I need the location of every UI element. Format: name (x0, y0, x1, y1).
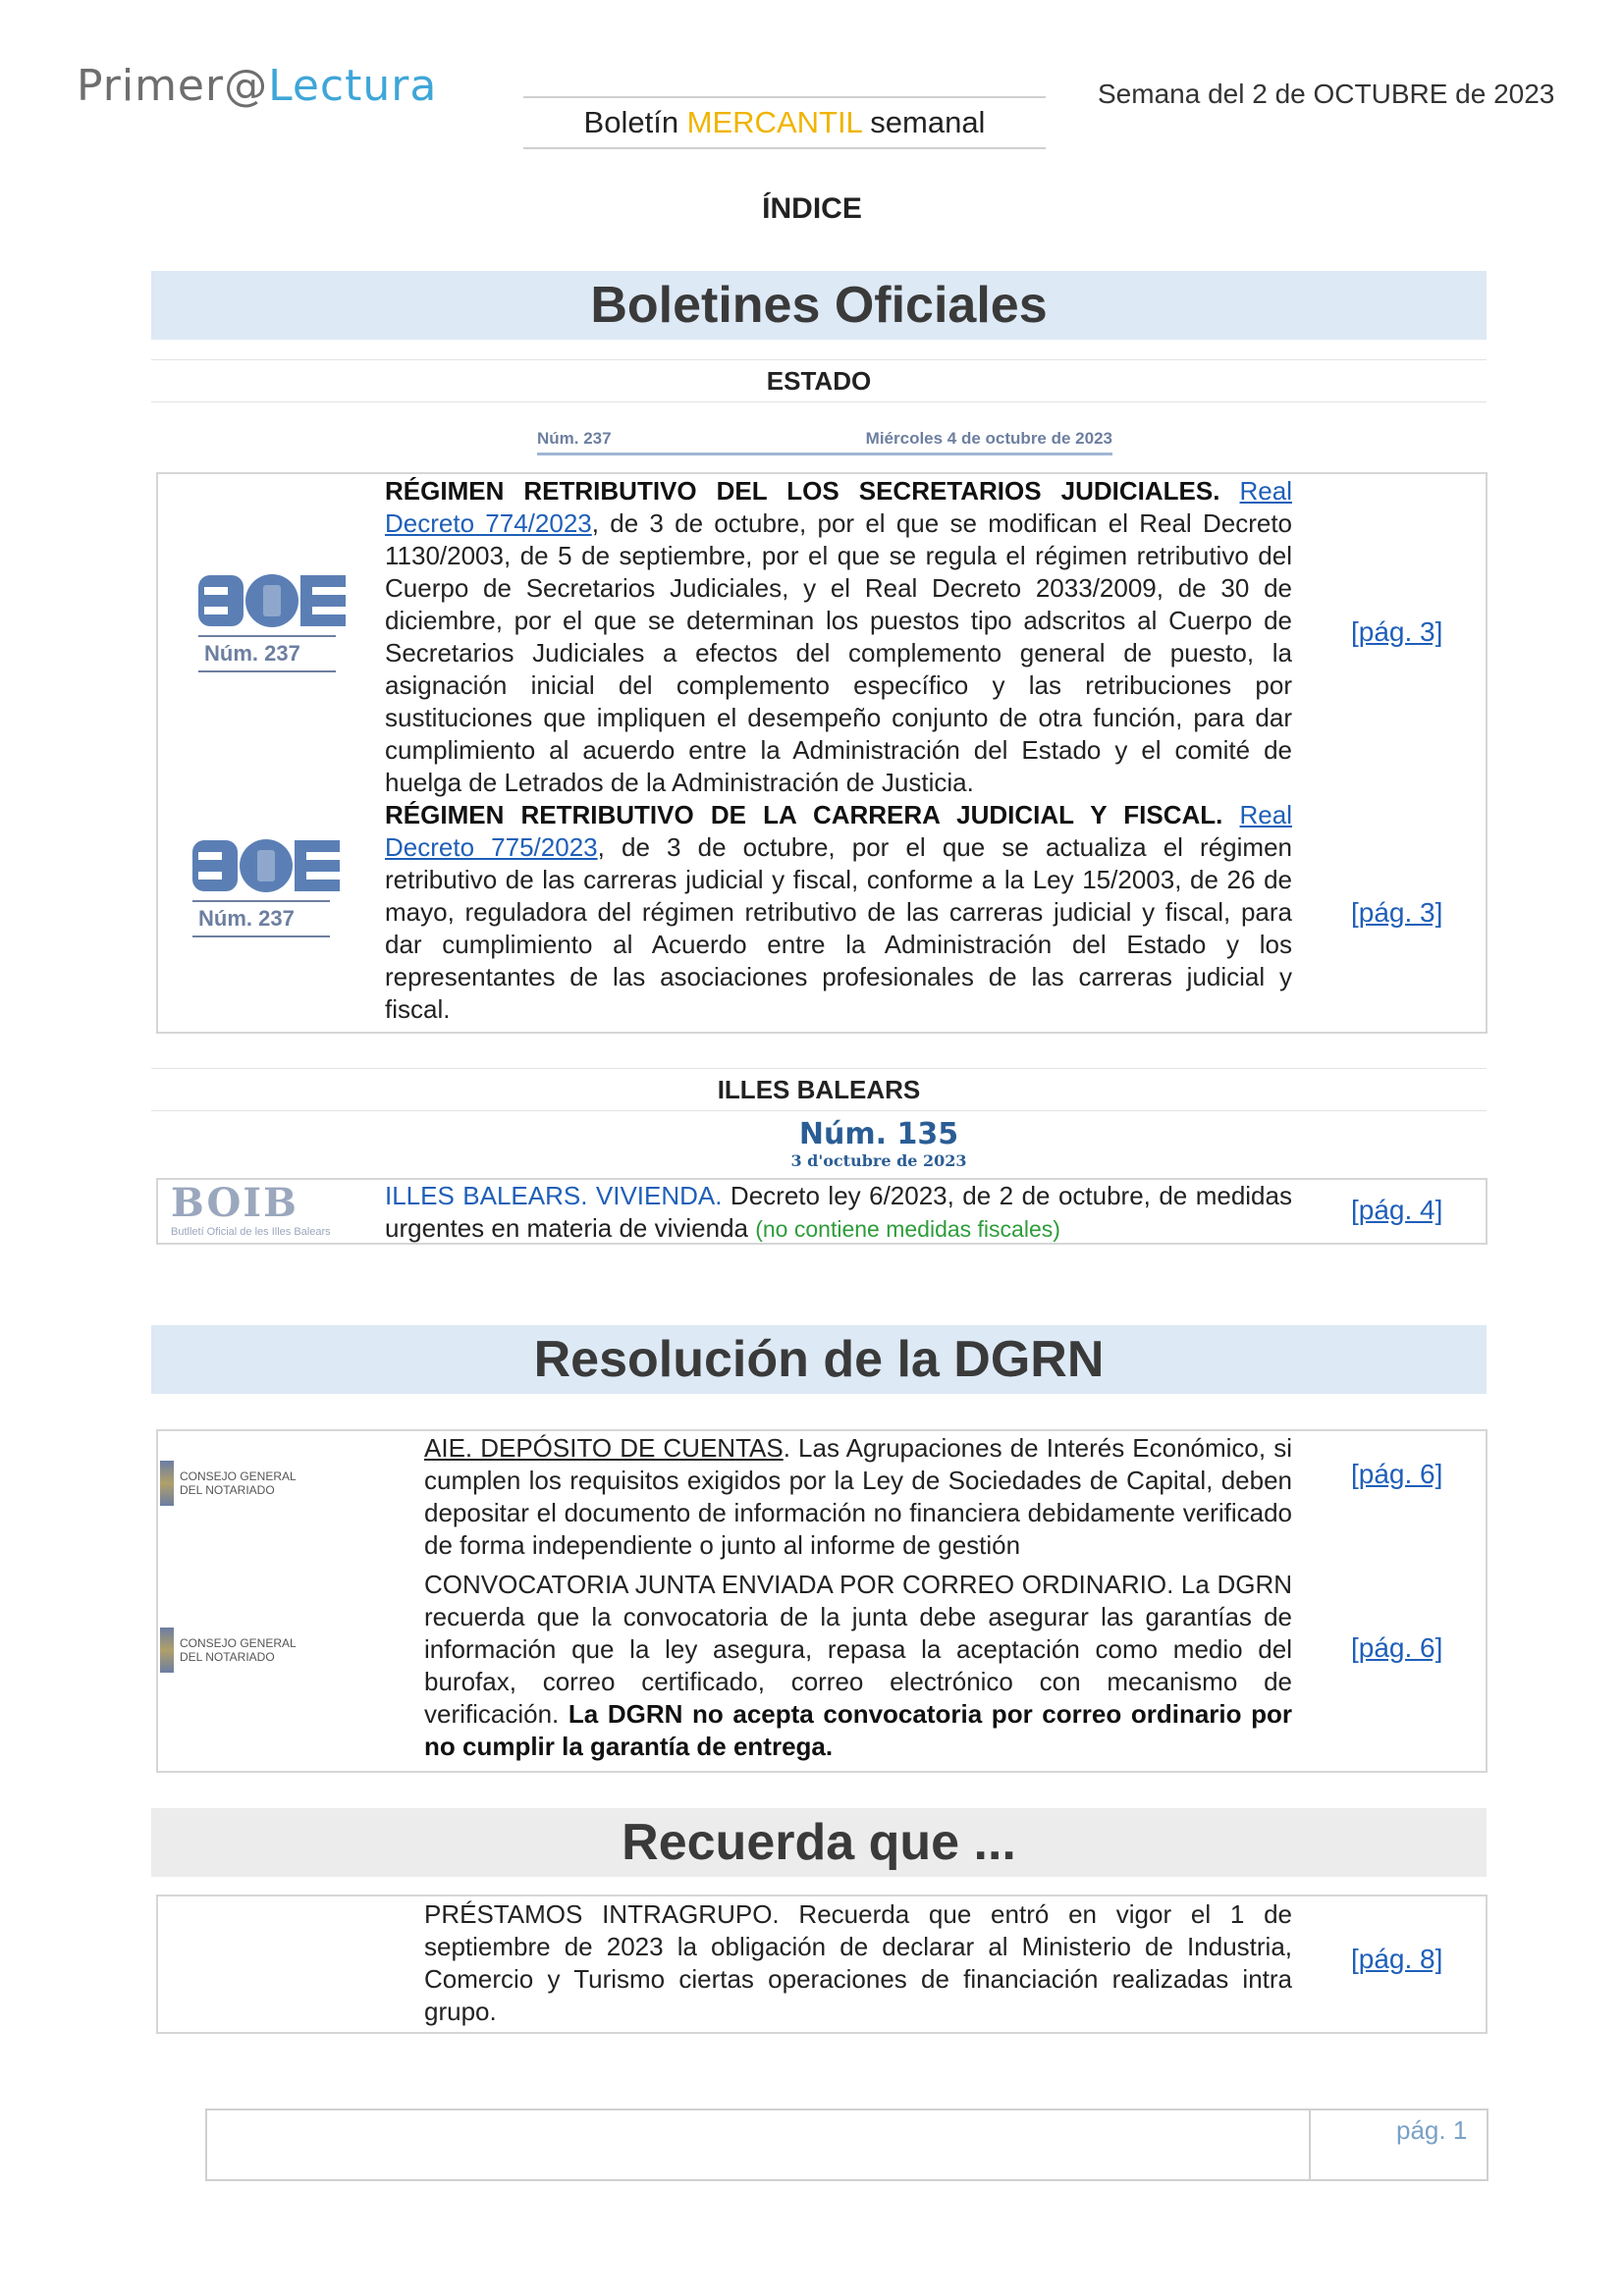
entry-title: PRÉSTAMOS INTRAGRUPO. (424, 1899, 780, 1929)
entry-text: Recuerda que entró en vigor el 1 de septiembre de 2023 la obligación de declarar al Ministerio de Industria, Comercio y Turismo ciertas operaciones de financiación realizadas intra grupo. (424, 1899, 1293, 2026)
estado-entry-1 (385, 475, 1292, 799)
notariado-logo-2 (160, 1628, 297, 1673)
notariado-text-1: CONSEJO GENERAL (180, 1469, 297, 1483)
entry-title: ILLES BALEARS. VIVIENDA. (385, 1181, 723, 1210)
bulletin-post: semanal (861, 105, 986, 139)
estado-entry-2 (385, 799, 1292, 1026)
index-title: ÍNDICE (762, 192, 862, 225)
subhead-baleares: ILLES BALEARS (151, 1068, 1487, 1111)
boe-logo-icon (192, 836, 340, 895)
week-date: Semana del 2 de OCTUBRE de 2023 (1098, 79, 1555, 109)
logo-part-1: Primer@ (77, 61, 269, 111)
notariado-text-2: DEL NOTARIADO (180, 1650, 275, 1664)
entry-title: RÉGIMEN RETRIBUTIVO DEL LOS SECRETARIOS JUDICIALES. (385, 476, 1220, 506)
boe-strip-date: Miércoles 4 de octubre de 2023 (865, 429, 1112, 448)
boe-strip-num: Núm. 237 (537, 429, 612, 448)
entry-text: Decreto ley 6/2023, de 2 de octubre, de medidas urgentes en materia de vivienda (385, 1181, 1292, 1243)
footer-box (205, 2109, 1489, 2181)
entry-title: RÉGIMEN RETRIBUTIVO DE LA CARRERA JUDICIAL Y FISCAL. (385, 800, 1223, 829)
boe-header-strip (537, 425, 1112, 455)
page-link-6a[interactable]: [pág. 6] (1351, 1459, 1443, 1489)
dgrn-entry-2 (424, 1569, 1292, 1763)
entry-text: . Las Agrupaciones de Interés Económico, si cumplen los requisitos exigidos por la Ley de Sociedades de Capital, deben depositar el documento de información no financiera debidamente verificado de forma independiente o junto al informe de gestión (424, 1433, 1292, 1560)
banner-boletines: Boletines Oficiales (151, 271, 1487, 340)
bulletin-title (523, 96, 1046, 149)
notariado-text-1: CONSEJO GENERAL (180, 1636, 297, 1650)
boib-date: 3 d'octubre de 2023 (790, 1151, 967, 1170)
boe-logo-1 (198, 571, 346, 672)
notariado-text-2: DEL NOTARIADO (180, 1483, 275, 1497)
bulletin-pre: Boletín (583, 105, 687, 139)
entry-title: AIE. DEPÓSITO DE CUENTAS (424, 1433, 784, 1463)
boib-num: Núm. 135 (798, 1117, 959, 1151)
banner-recuerda: Recuerda que ... (151, 1808, 1487, 1877)
logo-part-2: Lectura (268, 61, 438, 111)
page-number: pág. 1 (1396, 2115, 1468, 2145)
entry-title: CONVOCATORIA JUNTA ENVIADA POR CORREO ORDINARIO. (424, 1570, 1174, 1599)
banner-dgrn: Resolución de la DGRN (151, 1325, 1487, 1394)
boib-logo-sub: Butlletí Oficial de les Illes Balears (171, 1226, 331, 1238)
entry-bold-text: La DGRN no acepta convocatoria por correo ordinario por no cumplir la garantía de entrega. (424, 1699, 1292, 1761)
bulletin-accent: MERCANTIL (686, 105, 862, 139)
boe-logo-1-num: Núm. 237 (198, 635, 336, 672)
page-link-3b[interactable]: [pág. 3] (1351, 897, 1443, 928)
boib-issue (776, 1117, 982, 1170)
brand-logo (77, 61, 437, 111)
boib-logo-text: BOIB (171, 1180, 298, 1226)
boe-logo-2-num: Núm. 237 (192, 900, 330, 937)
entry-text: , de 3 de octubre, por el que se modifican el Real Decreto 1130/2003, de 5 de septiembre, por el que se regula el régimen retributivo del Cuerpo de Secretarios Judiciales, y el Real Decreto 2033/2009, de 30 de diciembre, por el que se determinan los puestos tipo adscritos al Cuerpo de Secretarios Judiciales a efectos del complemento general de puesto, la asignación inicial del complemento específico y las retribuciones por sustituciones que impliquen el desempeño conjunto de otra función, para dar cumplimiento al acuerdo entre la Administración del Estado y el comité de huelga de Letrados de la Administración de Justicia. (385, 508, 1292, 797)
notariado-crest-icon (160, 1628, 174, 1673)
boib-logo (171, 1180, 331, 1238)
boe-logo-icon (198, 571, 346, 630)
recuerda-entry (424, 1898, 1292, 2028)
real-decreto-774-link[interactable]: Real Decreto 774/2023 (385, 476, 1292, 538)
baleares-entry (385, 1180, 1292, 1246)
entry-text: , de 3 de octubre, por el que se actualiza el régimen retributivo de las carreras judicial y fiscal, conforme a la Ley 15/2003, de 26 de mayo, reguladora del régimen retributivo de las carreras judicial y fiscal, para dar cumplimiento al Acuerdo entre la Administración del Estado y los representantes de las asociaciones profesionales de las carreras judicial y fiscal. (385, 832, 1292, 1024)
footer-divider (1309, 2109, 1311, 2179)
entry-text: La DGRN recuerda que la convocatoria de la junta debe asegurar las garantías de información que la ley asegura, repasa la aceptación como medio del burofax, correo certificado, correo electrónico con mecanismo de verificación. (424, 1570, 1292, 1729)
boe-logo-2 (192, 836, 340, 937)
subhead-estado: ESTADO (151, 359, 1487, 402)
page-link-3a[interactable]: [pág. 3] (1351, 616, 1443, 647)
entry-note: (no contiene medidas fiscales) (755, 1216, 1060, 1242)
page-link-8[interactable]: [pág. 8] (1351, 1944, 1443, 1974)
dgrn-entry-1 (424, 1432, 1292, 1562)
notariado-crest-icon (160, 1461, 174, 1506)
real-decreto-775-link[interactable]: Real Decreto 775/2023 (385, 800, 1292, 862)
notariado-logo-1 (160, 1461, 297, 1506)
page-link-6b[interactable]: [pág. 6] (1351, 1632, 1443, 1663)
page-link-4[interactable]: [pág. 4] (1351, 1195, 1443, 1225)
